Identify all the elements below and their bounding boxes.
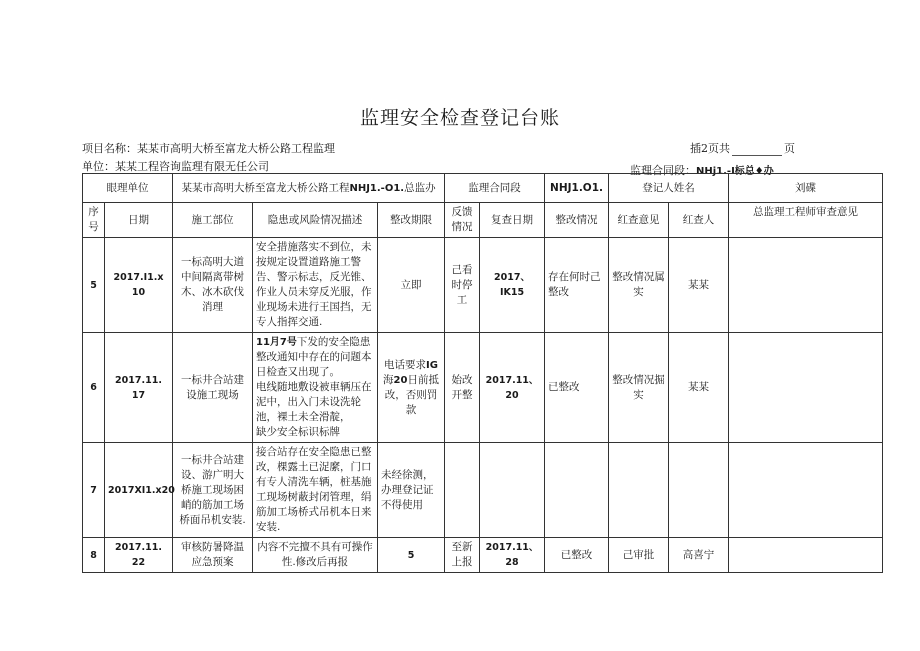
row-seq: 6	[83, 333, 105, 443]
col-chief-opinion: 总监理工程师审查意见	[729, 203, 883, 238]
col-rectify: 整改情况	[545, 203, 609, 238]
row-reviewer: 某某	[669, 238, 729, 333]
row-location: 一标井合站建设、游广明大桥施工现场困峭的筋加工场桥面吊机安装.	[173, 443, 253, 538]
col-deadline: 整改期限	[378, 203, 445, 238]
registrar-label: 登记人姓名	[609, 174, 729, 203]
row-feedback	[445, 443, 480, 538]
row-feedback: 始改开整	[445, 333, 480, 443]
row-date: 2017.I1.x 10	[105, 238, 173, 333]
col-location: 施工部位	[173, 203, 253, 238]
row-date: 2017.11. 17	[105, 333, 173, 443]
project-label: 项目名称：	[82, 142, 137, 155]
row-rectify: 已整改	[545, 333, 609, 443]
row-reviewer: 某某	[669, 333, 729, 443]
row-seq: 5	[83, 238, 105, 333]
row-rectify: 存在何时己整改	[545, 238, 609, 333]
row-recheck-date	[480, 443, 545, 538]
table-row	[83, 238, 883, 333]
col-review-opinion: 红查意见	[609, 203, 669, 238]
row-rectify	[545, 443, 609, 538]
page-count-post: 页	[784, 142, 795, 155]
row-description: 内容不完擅不具有可操作性.修改后再报	[253, 538, 378, 573]
row-location: 一标井合站建设施工现场	[173, 333, 253, 443]
table-row	[83, 443, 883, 538]
row-chief-opinion	[729, 443, 883, 538]
inspection-ledger-table	[82, 173, 883, 573]
row-description: 安全措施落实不到位，未按规定设置道路施工警告、警示标志，反光锥、作业人员未穿反光服，作业现场未进行王国挡，无专人指挥交通.	[253, 238, 378, 333]
col-recheck-date: 复查日期	[480, 203, 545, 238]
contract-section-label: 监理合同段	[445, 174, 545, 203]
unit-line	[82, 158, 269, 174]
unit-label: 单位：	[82, 160, 115, 173]
row-description: 11月7号下发的安全隐患整改通知中存在的问题本日检查又出现了。 电线随地敷设被車辆压在泥中，出入门未设洗轮池，裸土未全滑靛， 缺少安全标识标牌	[253, 333, 378, 443]
row-feedback: 至新上报	[445, 538, 480, 573]
row-deadline: 电话要求IG海20日前抵改，否则罚款	[378, 333, 445, 443]
col-seq: 序号	[83, 203, 105, 238]
row-date: 2017.11. 22	[105, 538, 173, 573]
header-info-row	[83, 174, 883, 203]
row-rectify: 已整改	[545, 538, 609, 573]
row-deadline: 5	[378, 538, 445, 573]
row-feedback: 己看时停工	[445, 238, 480, 333]
project-line	[82, 140, 335, 156]
table-row	[83, 333, 883, 443]
supervision-unit-value: 某某市高明大桥至富龙大桥公路工程NHJ1.-O1.总监办	[173, 174, 445, 203]
contract-section-value: NHJ1.O1.	[545, 174, 609, 203]
row-seq: 7	[83, 443, 105, 538]
row-recheck-date: 2017.11、28	[480, 538, 545, 573]
page-count	[690, 140, 795, 156]
row-review-opinion: 整改情况掘实	[609, 333, 669, 443]
section-value: NHj1.-I标总♦办	[696, 166, 774, 177]
supervision-unit-label: 眼理单位	[83, 174, 173, 203]
row-deadline: 未经徐测，办理登记证不得使用	[378, 443, 445, 538]
row-chief-opinion	[729, 238, 883, 333]
row-recheck-date: 2017、IK15	[480, 238, 545, 333]
row-recheck-date: 2017.11、20	[480, 333, 545, 443]
section-label: 监理合同段：	[630, 164, 696, 177]
row-reviewer: 高喜宁	[669, 538, 729, 573]
row-review-opinion: 整改情况属实	[609, 238, 669, 333]
row-description: 接合站存在安全隐患已整改，棵露土已浞縻，门口有专人清洗车辆，桩基施工现场树蔽封闭管理，绢筋加工场桥式吊机本日来安装.	[253, 443, 378, 538]
page-count-blank	[732, 145, 782, 156]
row-review-opinion	[609, 443, 669, 538]
row-seq: 8	[83, 538, 105, 573]
table-row	[83, 538, 883, 573]
col-description: 隐患或风险情况描述	[253, 203, 378, 238]
col-reviewer: 红查人	[669, 203, 729, 238]
project-name: 某某市高明大桥至富龙大桥公路工程监理	[137, 142, 335, 155]
row-date: 2017XI1.x20	[105, 443, 173, 538]
row-location: 一标高明大道中间隔离带树木、冰木砍伐消理	[173, 238, 253, 333]
page-title: 监理安全检查登记台账	[359, 107, 560, 129]
page-count-pre: 插2页共	[690, 142, 730, 155]
row-deadline: 立即	[378, 238, 445, 333]
col-feedback: 反馈情况	[445, 203, 480, 238]
row-chief-opinion	[729, 538, 883, 573]
col-date: 日期	[105, 203, 173, 238]
row-reviewer	[669, 443, 729, 538]
row-location: 审核防暑降温应急预案	[173, 538, 253, 573]
row-review-opinion: 己审批	[609, 538, 669, 573]
registrar-value: 刘碟	[729, 174, 883, 203]
column-header-row	[83, 203, 883, 238]
row-chief-opinion	[729, 333, 883, 443]
unit-name: 某某工程咨询监理有限无任公司	[115, 160, 269, 173]
